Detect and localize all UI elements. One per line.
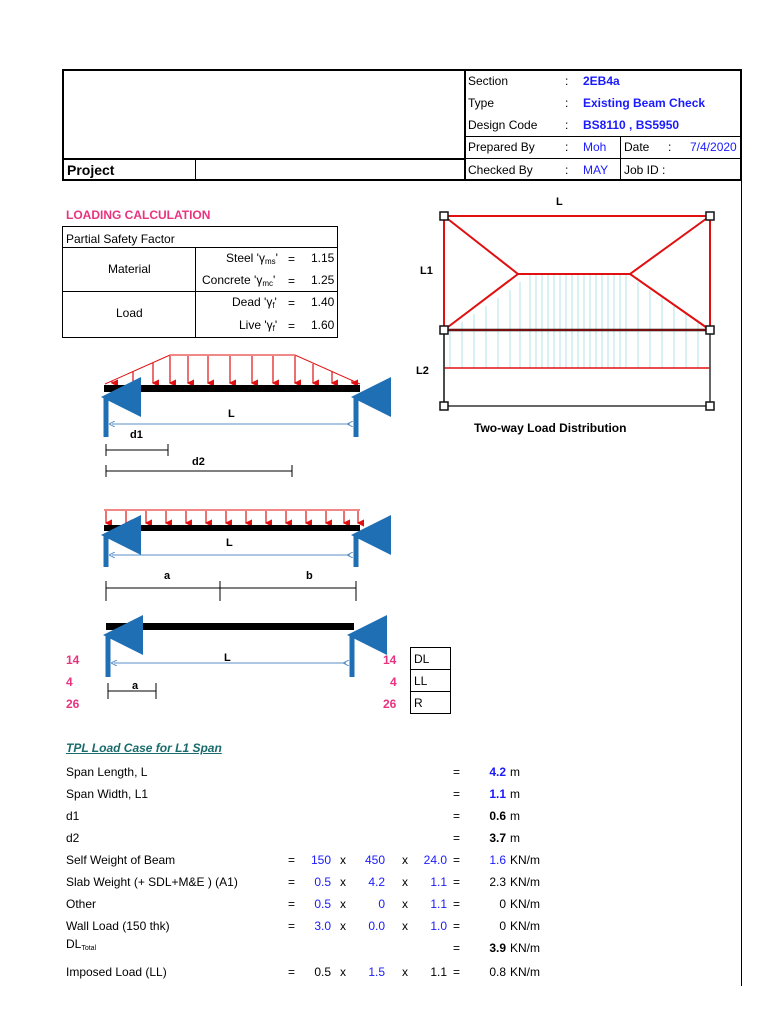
calc-result-unit: m [510,787,520,801]
load-label: Load [116,306,143,320]
calc-result-value: 3.9 [489,941,506,955]
calc-eq: = [288,897,296,911]
date-label: Date [624,140,650,154]
calc-result-unit: KN/m [510,897,540,911]
calc-eq: = [288,919,296,933]
calc-result-value: 2.3 [489,875,506,889]
calc-row-label: Imposed Load (LL) [66,965,167,979]
calc-result-value: 1.1 [489,787,506,801]
design-code-value: BS8110 , BS5950 [583,118,680,132]
calc-factor-b: 450 [364,853,385,867]
calc-row-label: Self Weight of Beam [66,853,176,867]
concrete-factor-value: 1.25 [311,273,335,287]
calc-result-value: 3.7 [489,831,506,845]
checked-by-value: MAY [583,163,609,177]
calc-factor-b: 4.2 [368,875,385,889]
plan-l-label: L [556,196,563,208]
calc-factor-a: 0.5 [314,965,331,979]
a-label: a [164,570,171,582]
b-label: b [306,570,313,582]
calc-factor-a: 0.5 [314,875,331,889]
calc-result-eq: = [453,787,461,801]
a-label-2: a [132,680,139,692]
trapezoid-load-diagram [104,355,360,477]
calc-factor-a: 3.0 [314,919,331,933]
calc-result-unit: m [510,809,520,823]
left-reaction-dl: 14 [66,653,80,667]
calc-times: x [402,853,408,867]
calc-row-label: d2 [66,831,80,845]
span-label-3: L [224,652,231,664]
span-label-2: L [226,537,233,549]
calc-times: x [402,965,408,979]
reaction-diagram [106,623,354,699]
calc-row-label: Span Length, L [66,765,148,779]
span-label-1: L [228,408,235,420]
material-label: Material [108,262,151,276]
calc-result-unit: m [510,831,520,845]
calc-result-unit: KN/m [510,965,540,979]
project-name-field[interactable] [196,160,464,180]
prepared-by-value: Moh [583,140,607,154]
type-label: Type [468,96,495,110]
calc-result-value: 4.2 [489,765,506,779]
dead-factor-value: 1.40 [311,295,335,309]
calc-result-eq: = [453,809,461,823]
calc-row-label: Other [66,897,97,911]
calc-factor-c: 1.1 [430,965,447,979]
calc-row-label: Span Width, L1 [66,787,149,801]
design-code-label: Design Code [468,118,538,132]
calc-times: x [340,875,346,889]
calc-result-value: 0 [499,919,506,933]
legend-ll: LL [414,674,428,688]
right-reaction-ll: 4 [390,675,397,689]
date-value: 7/4/2020 [690,140,737,154]
calc-result-eq: = [453,875,461,889]
calc-times: x [340,965,346,979]
dead-factor-label: Dead '$\gamma_f$' [232,295,277,310]
type-value: Existing Beam Check [583,96,706,110]
legend-r: R [414,696,423,710]
steel-factor-value: 1.15 [311,251,335,265]
calc-times: x [402,875,408,889]
calc-row-label: d1 [66,809,80,823]
calc-result-eq: = [453,941,461,955]
checked-by-label: Checked By [468,163,533,177]
calc-factor-c: 1.1 [430,897,447,911]
concrete-factor-label: Concrete '$\gamma_{mc}$' [202,273,276,288]
steel-factor-label: Steel '$\gamma_{ms}$' [226,251,278,266]
calc-eq: = [288,875,296,889]
live-factor-label: Live '$\gamma_f$' [239,318,278,333]
calc-factor-b: 1.5 [368,965,385,979]
calc-result-value: 0.6 [489,809,506,823]
calc-result-value: 1.6 [489,853,506,867]
prepared-by-label: Prepared By [468,140,535,154]
live-factor-value: 1.60 [311,318,335,332]
section-label: Section [468,74,509,88]
loading-title: LOADING CALCULATION [66,208,211,222]
page-right-border [741,181,742,986]
calc-result-eq: = [453,765,461,779]
calc-eq: = [288,965,296,979]
calc-result-eq: = [453,831,461,845]
left-reaction-r: 26 [66,697,80,711]
calc-factor-c: 24.0 [423,853,447,867]
calc-factor-b: 0 [378,897,385,911]
calc-result-value: 0 [499,897,506,911]
calc-eq: = [288,853,296,867]
calc-times: x [340,919,346,933]
l1-label: L1 [420,265,433,277]
calc-times: x [340,897,346,911]
calc-result-eq: = [453,919,461,933]
udl-load-diagram [104,510,360,601]
calc-title: TPL Load Case for L1 Span [66,741,222,755]
calc-row-label: Slab Weight (+ SDL+M&E ) (A1) [66,875,238,889]
calc-row-label: $DL_{Total}$ [66,937,97,952]
d1-label: d1 [130,429,143,441]
two-way-caption: Two-way Load Distribution [474,421,627,435]
beam-diagrams [60,345,470,720]
calc-times: x [340,853,346,867]
calc-factor-b: 0.0 [368,919,385,933]
right-reaction-dl: 14 [383,653,397,667]
l2-label: L2 [416,365,429,377]
two-way-diagram [410,190,730,435]
calc-factor-a: 150 [310,853,331,867]
header-divider [464,69,466,181]
right-reaction-r: 26 [383,697,397,711]
calc-result-unit: KN/m [510,919,540,933]
legend-dl: DL [414,652,430,666]
calc-factor-c: 1.1 [430,875,447,889]
calc-times: x [402,919,408,933]
calc-factor-a: 0.5 [314,897,331,911]
calc-result-eq: = [453,897,461,911]
project-label: Project [67,162,115,178]
calc-row-label: Wall Load (150 thk) [66,919,170,933]
calc-result-unit: KN/m [510,875,540,889]
psf-title: Partial Safety Factor [66,232,175,246]
section-value: 2EB4a [583,74,620,88]
left-reaction-ll: 4 [66,675,73,689]
calc-result-unit: m [510,765,520,779]
job-id-label: Job ID : [624,163,666,177]
calc-result-eq: = [453,965,461,979]
calc-result-value: 0.8 [489,965,506,979]
calc-times: x [402,897,408,911]
calc-result-eq: = [453,853,461,867]
calc-result-unit: KN/m [510,853,540,867]
d2-label: d2 [192,456,205,468]
calc-result-unit: KN/m [510,941,540,955]
calc-factor-c: 1.0 [430,919,447,933]
